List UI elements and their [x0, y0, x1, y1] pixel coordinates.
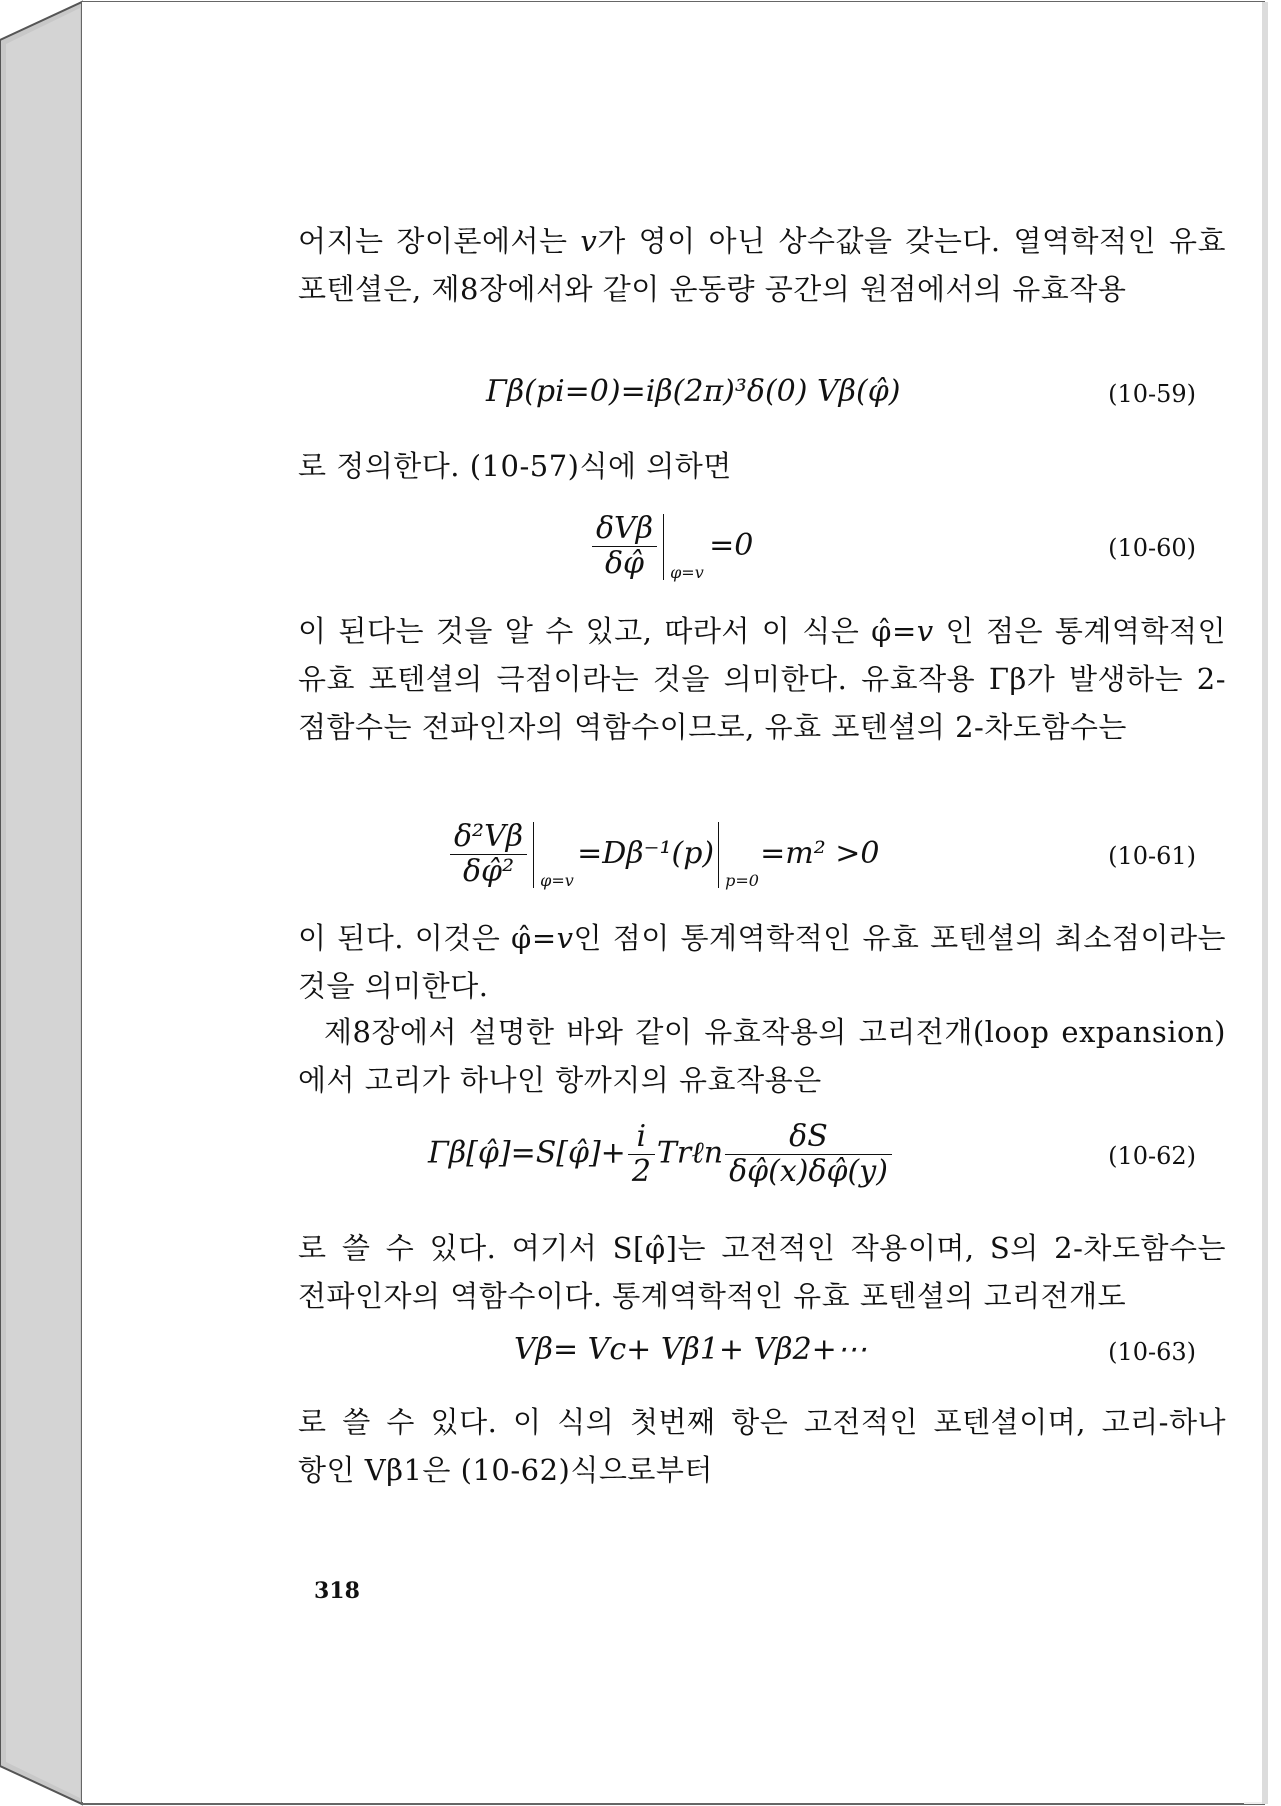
- equation-10-61: [298, 820, 1226, 900]
- equation-10-62-coef-numerator: i: [628, 1120, 655, 1155]
- equation-10-62-coefficient: [628, 1120, 655, 1189]
- equation-10-60-rhs: =0: [709, 527, 754, 563]
- equation-10-61-number: (10-61): [1108, 842, 1196, 870]
- paragraph-5: 제8장에서 설명한 바와 같이 유효작용의 고리전개(loop expansion)에서 고리가 하나인 항까지의 유효작용은: [298, 1015, 1226, 1097]
- equation-10-63-number: (10-63): [1108, 1338, 1196, 1366]
- equation-10-62-denominator: δφ̂(x)δφ̂(y): [729, 1154, 888, 1189]
- equation-10-61-eval-bar-2: [718, 822, 759, 890]
- equation-10-60-eval-bar: [663, 514, 704, 582]
- equation-10-60-number: (10-60): [1108, 534, 1196, 562]
- equation-10-62-formula: [428, 1120, 894, 1189]
- equation-10-62-numerator: δS: [725, 1120, 892, 1155]
- paragraph-7: 로 쓸 수 있다. 이 식의 첫번째 항은 고전적인 포텐셜이며, 고리-하나 항인 Vβ1은 (10-62)식으로부터: [298, 1405, 1226, 1487]
- equation-10-62-number: (10-62): [1108, 1142, 1196, 1170]
- equation-10-61-eval: φ=v: [540, 870, 574, 890]
- paragraph-3: 이 된다는 것을 알 수 있고, 따라서 이 식은 φ̂=𝑣 인 점은 통계역학적인 유효 포텐셜의 극점이라는 것을 의미한다. 유효작용 Γβ가 발생하는 2-점함수는 전파인자의 역함수이므로, 유효 포텐셜의 2-차도함수는: [298, 614, 1226, 744]
- equation-10-62-operator: Trℓn: [656, 1135, 724, 1171]
- paragraph-4: 이 된다. 이것은 φ̂=𝑣인 점이 통계역학적인 유효 포텐셜의 최소점이라는 것을 의미한다.: [298, 921, 1226, 1003]
- equation-10-60-fraction: [592, 512, 657, 581]
- equation-10-63: [298, 1332, 1226, 1392]
- equation-10-62-lhs: Γβ[φ̂]=S[φ̂]+: [428, 1135, 626, 1171]
- equation-10-59: [298, 374, 1226, 434]
- equation-10-61-rhs: =m² >0: [760, 835, 880, 871]
- equation-10-59-number: (10-59): [1108, 380, 1196, 408]
- equation-10-60-formula: [590, 512, 753, 581]
- paragraph-1: 어지는 장이론에서는 𝑣가 영이 아닌 상수값을 갖는다. 열역학적인 유효 포텐셜은, 제8장에서와 같이 운동량 공간의 원점에서의 유효작용: [298, 224, 1226, 306]
- equation-10-61-denominator: δφ̂²: [463, 854, 515, 889]
- equation-10-60: [298, 512, 1226, 592]
- equation-10-61-eval-2: p=0: [725, 870, 759, 890]
- equation-10-61-eval-bar: [533, 822, 574, 890]
- page-number: 318: [314, 1578, 360, 1604]
- equation-10-61-formula: [448, 820, 880, 889]
- paragraph-2: 로 정의한다. (10-57)식에 의하면: [298, 449, 732, 483]
- equation-10-62-coef-denominator: 2: [631, 1154, 651, 1189]
- equation-10-60-eval: φ=v: [670, 562, 704, 582]
- equation-10-59-formula: [486, 374, 900, 409]
- equation-10-63-formula: Vβ= Vc+ Vβ1+ Vβ2+⋯: [514, 1332, 867, 1367]
- equation-10-62: [298, 1120, 1226, 1200]
- equation-10-61-numerator: δ²Vβ: [450, 820, 527, 855]
- equation-10-61-mid: =Dβ⁻¹(p): [577, 835, 715, 871]
- paragraph-6: 로 쓸 수 있다. 여기서 S[φ̂]는 고전적인 작용이며, S의 2-차도함수는 전파인자의 역함수이다. 통계역학적인 유효 포텐셜의 고리전개도: [298, 1231, 1226, 1313]
- equation-10-60-numerator: δVβ: [592, 512, 657, 547]
- book-page: [82, 2, 1262, 1802]
- equation-10-60-denominator: δφ̂: [605, 546, 645, 581]
- equation-10-62-fraction: [725, 1120, 892, 1189]
- equation-10-59-lhs: Γβ(pi=0): [486, 374, 621, 409]
- equation-10-61-fraction: [450, 820, 527, 889]
- equation-10-59-rhs: =iβ(2π)³δ(0) Vβ(φ̂): [620, 374, 901, 409]
